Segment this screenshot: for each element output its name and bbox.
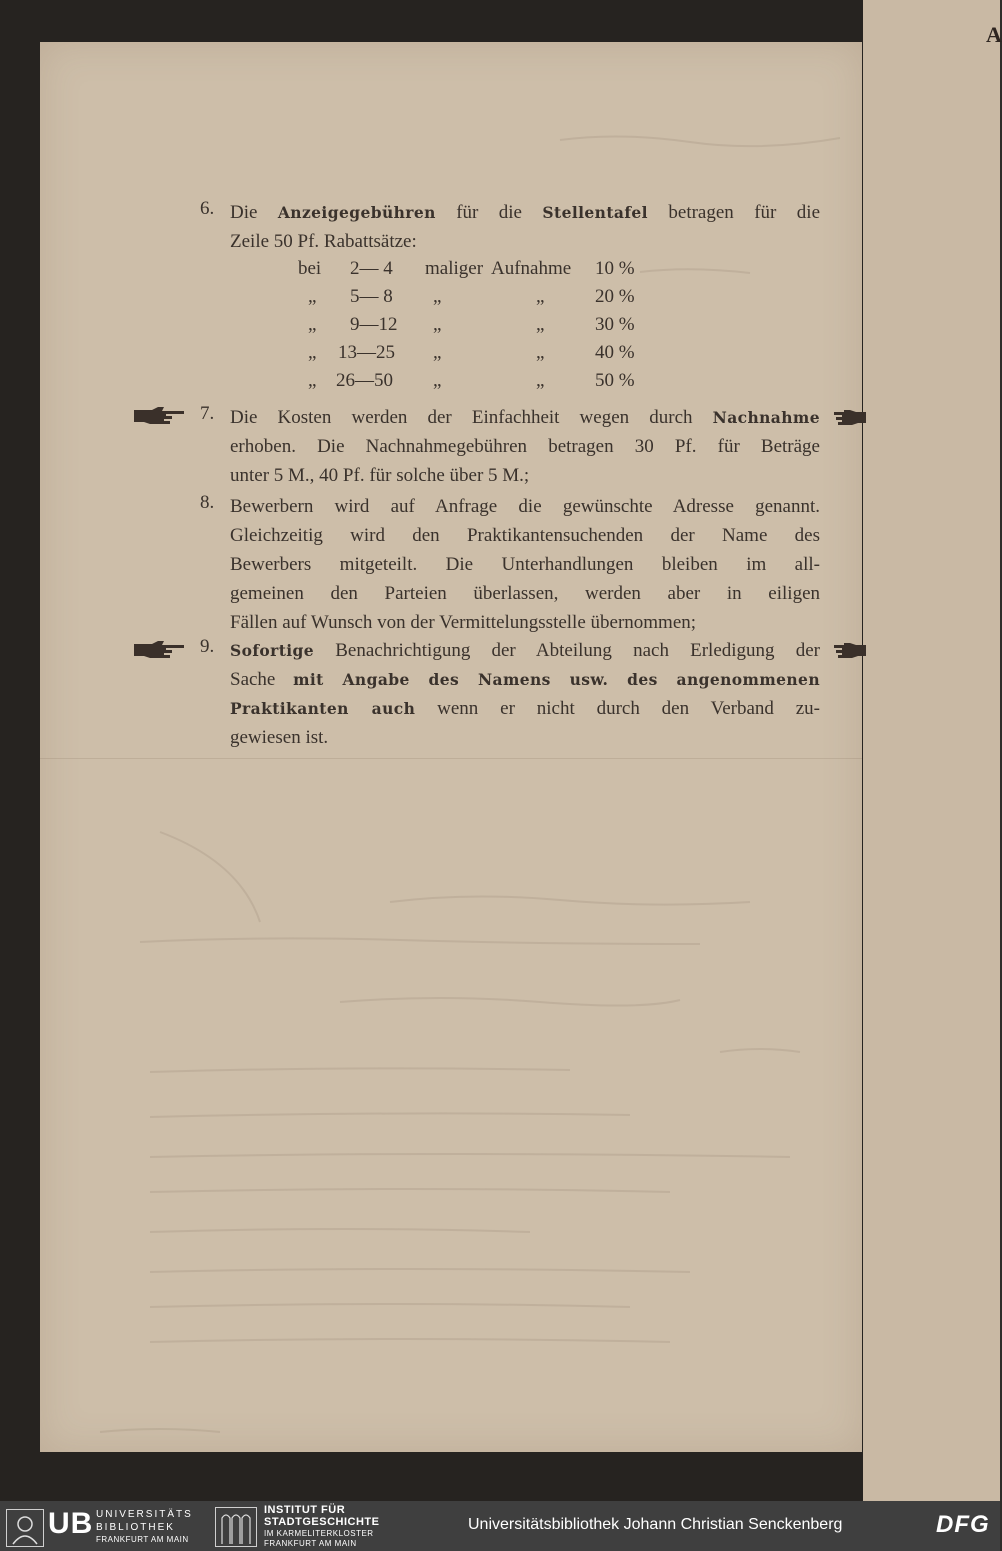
rate-label: „ (536, 286, 545, 307)
text-line (230, 198, 820, 227)
text-line (230, 461, 820, 490)
ub-logo: UB (48, 1507, 94, 1540)
rate-label: „ (536, 370, 545, 391)
text-line (230, 432, 820, 461)
ub-line3: FRANKFURT AM MAIN (96, 1535, 189, 1544)
bold-text-run: Nachnahme (712, 408, 820, 427)
text-line (230, 521, 820, 550)
rate-percent: 30 % (595, 314, 635, 335)
bold-text-run: Sofortige (230, 641, 315, 660)
text-line (230, 492, 820, 521)
text-run: gemeinen den Parteien überlassen, werden aber in eiligen (230, 583, 820, 604)
item-body (230, 198, 820, 256)
text-run: Benachrichtigung der Abteilung nach Erledigung der (314, 640, 820, 661)
isg-line1: INSTITUT FÜR (264, 1504, 346, 1516)
isg-line4: FRANKFURT AM MAIN (264, 1539, 357, 1548)
pointing-hand-left-icon (832, 408, 868, 430)
text-line (230, 608, 820, 637)
pointing-hand-icon (132, 638, 188, 660)
ub-portrait-icon (6, 1509, 44, 1547)
isg-line3: IM KARMELITERKLOSTER (264, 1529, 374, 1538)
text-run: Die Kosten werden der Einfachheit wegen durch (230, 407, 713, 428)
adjacent-page-letter: A (986, 22, 1002, 47)
rate-prefix: „ (308, 342, 317, 363)
text-run: für die (435, 202, 543, 223)
bold-text-run: Praktikanten auch (230, 699, 416, 718)
item-number: 9. (200, 636, 215, 657)
text-run: unter 5 M., 40 Pf. für solche über 5 M.; (230, 465, 530, 486)
text-run: Gleichzeitig wird den Praktikantensuchenden der Name des (230, 525, 820, 546)
rate-unit: maliger (425, 258, 484, 279)
item-number: 8. (200, 492, 215, 513)
rate-range: 2— 4 (350, 258, 393, 279)
isg-line2: STADTGESCHICHTE (264, 1516, 380, 1528)
text-line (230, 665, 820, 694)
text-line (230, 403, 820, 432)
bold-text-run: Anzeigegebühren (277, 203, 436, 222)
item-number: 6. (200, 198, 215, 219)
rate-unit: „ (433, 286, 442, 307)
rate-unit: „ (433, 314, 442, 335)
item-body (230, 403, 820, 490)
text-line (230, 227, 820, 256)
rate-percent: 20 % (595, 286, 635, 307)
text-run: wenn er nicht durch den Verband zu- (415, 698, 821, 719)
item-body (230, 492, 820, 637)
rate-label: Aufnahme (491, 258, 572, 279)
text-run: Zeile 50 Pf. Rabattsätze: (230, 231, 417, 252)
text-line (230, 723, 820, 752)
viewer-footer (0, 1501, 1000, 1551)
rate-prefix: „ (308, 370, 317, 391)
item-number: 7. (200, 403, 215, 424)
rate-prefix: „ (308, 314, 317, 335)
rate-label: „ (536, 314, 545, 335)
text-line (230, 550, 820, 579)
library-title: Universitätsbibliothek Johann Christian Senckenberg (468, 1516, 843, 1533)
text-run: Bewerbern wird auf Anfrage die gewünschte Adresse genannt. (230, 496, 820, 517)
bold-text-run: mit Angabe des Namens usw. des angenommenen (293, 670, 820, 689)
fold-line (40, 758, 862, 759)
adjacent-page-edge (863, 0, 1000, 1501)
text-line (230, 636, 820, 665)
text-run: Sache (230, 669, 294, 690)
text-run: Bewerbers mitgeteilt. Die Unterhandlungen bleiben im all- (230, 554, 820, 575)
pointing-hand-icon (132, 404, 188, 426)
rate-prefix: bei (298, 258, 322, 279)
rate-range: 26—50 (336, 370, 393, 391)
rate-range: 9—12 (350, 314, 398, 335)
rate-prefix: „ (308, 286, 317, 307)
ub-line2: BIBLIOTHEK (96, 1522, 175, 1533)
rate-range: 5— 8 (350, 286, 393, 307)
rate-percent: 40 % (595, 342, 635, 363)
text-run: Die (230, 202, 278, 223)
text-run: Fällen auf Wunsch von der Vermittelungsstelle übernommen; (230, 612, 697, 633)
ub-line1: UNIVERSITÄTS (96, 1509, 193, 1520)
pointing-hand-left-icon (832, 641, 868, 663)
bold-text-run: Stellentafel (542, 203, 648, 222)
text-line (230, 579, 820, 608)
dfg-logo: DFG (936, 1511, 990, 1538)
text-run: gewiesen ist. (230, 727, 329, 748)
isg-building-icon (215, 1507, 257, 1547)
rate-percent: 10 % (595, 258, 635, 279)
rate-unit: „ (433, 342, 442, 363)
rate-unit: „ (433, 370, 442, 391)
rate-percent: 50 % (595, 370, 635, 391)
text-run: erhoben. Die Nachnahmegebühren betragen 30 Pf. für Beträge (230, 436, 820, 457)
text-line (230, 694, 820, 723)
rate-label: „ (536, 342, 545, 363)
rate-range: 13—25 (338, 342, 395, 363)
item-body (230, 636, 820, 752)
text-run: betragen für die (647, 202, 820, 223)
